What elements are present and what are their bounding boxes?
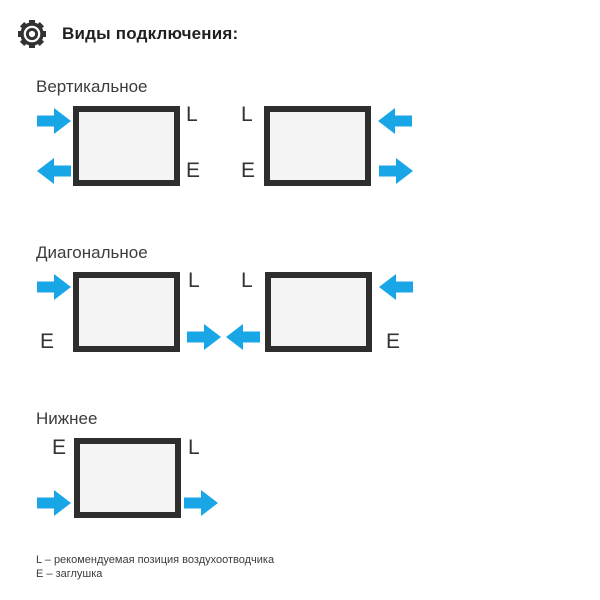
outlet-arrow-left-icon bbox=[226, 324, 260, 350]
port-letter-e: E bbox=[386, 330, 401, 353]
outlet-arrow-left-icon bbox=[37, 158, 71, 184]
port-letter-e: E bbox=[186, 159, 201, 182]
port-letter-l: L bbox=[241, 269, 253, 292]
port-letter-l: L bbox=[186, 103, 198, 126]
radiator-box bbox=[73, 272, 180, 352]
inlet-arrow-left-icon bbox=[379, 274, 413, 300]
inlet-arrow-left-icon bbox=[378, 108, 412, 134]
inlet-arrow-right-icon bbox=[37, 490, 71, 516]
legend-line-l: L – рекомендуемая позиция воздухоотводчика bbox=[36, 554, 275, 566]
section-label-diagonal: Диагональное bbox=[36, 243, 148, 262]
port-letter-e: E bbox=[52, 436, 67, 459]
outlet-arrow-right-icon bbox=[184, 490, 218, 516]
legend bbox=[36, 553, 274, 581]
port-letter-l: L bbox=[241, 103, 253, 126]
legend-line-e: E – заглушка bbox=[36, 568, 103, 580]
outlet-arrow-right-icon bbox=[187, 324, 221, 350]
outlet-arrow-right-icon bbox=[379, 158, 413, 184]
radiator-box bbox=[74, 438, 181, 518]
inlet-arrow-right-icon bbox=[37, 108, 71, 134]
radiator-box bbox=[73, 106, 180, 186]
port-letter-e: E bbox=[40, 330, 55, 353]
radiator-box bbox=[265, 272, 372, 352]
gear-icon bbox=[16, 18, 48, 50]
section-label-bottom: Нижнее bbox=[36, 409, 98, 428]
port-letter-l: L bbox=[188, 269, 200, 292]
radiator-box bbox=[264, 106, 371, 186]
section-label-vertical: Вертикальное bbox=[36, 77, 148, 96]
page-title: Виды подключения: bbox=[62, 24, 239, 43]
inlet-arrow-right-icon bbox=[37, 274, 71, 300]
port-letter-l: L bbox=[188, 436, 200, 459]
port-letter-e: E bbox=[241, 159, 256, 182]
